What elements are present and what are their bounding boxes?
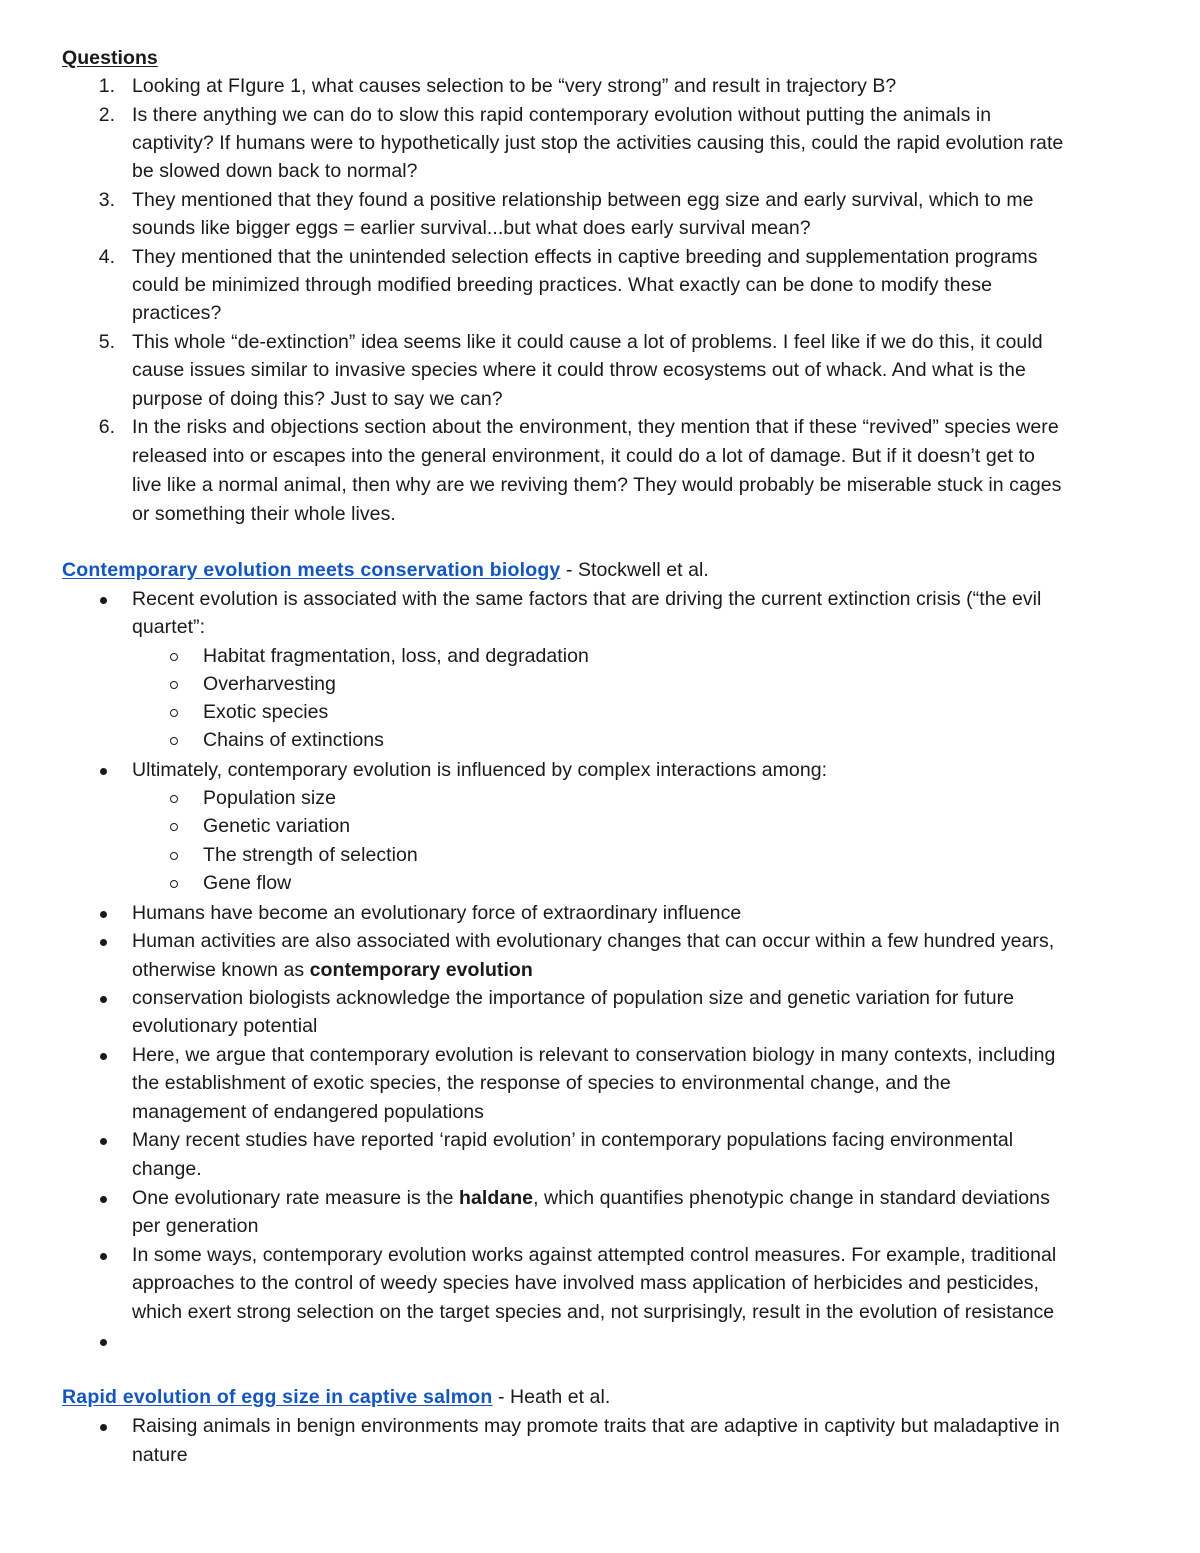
bullet-text: approaches to the control of weedy species have involved mass application of herbicides and pesticides, <box>132 1272 1040 1294</box>
article-authors: - Heath et al. <box>492 1386 611 1408</box>
circle-bullet-icon <box>170 681 178 689</box>
question-text: purpose of doing this? Just to say we can? <box>132 388 503 410</box>
article-authors: - Stockwell et al. <box>560 559 709 581</box>
question-number: 6. <box>98 416 115 438</box>
section-title <box>62 1383 610 1411</box>
bullet-icon <box>100 1339 107 1346</box>
bullet-icon <box>100 1253 107 1260</box>
bullet-text: Recent evolution is associated with the same factors that are driving the current extinction crisis (“the evil <box>132 588 1042 610</box>
question-number: 4. <box>98 246 115 268</box>
bullet-text-part: , which quantifies phenotypic change in standard deviations <box>533 1187 1050 1209</box>
bullet-text-part: One evolutionary rate measure is the <box>132 1187 460 1209</box>
question-text: could be minimized through modified breeding practices. What exactly can be done to modify these <box>132 274 993 296</box>
bullet-icon <box>100 1196 107 1203</box>
bullet-text: Here, we argue that contemporary evolution is relevant to conservation biology in many contexts, including <box>132 1044 1056 1066</box>
question-text: cause issues similar to invasive species where it could throw ecosystems out of whack. And what is the <box>132 359 1026 381</box>
circle-bullet-icon <box>170 709 178 717</box>
sub-bullet-text: Gene flow <box>203 872 292 894</box>
circle-bullet-icon <box>170 823 178 831</box>
circle-bullet-icon <box>170 795 178 803</box>
bullet-text: nature <box>132 1444 188 1466</box>
sub-bullet-text: Overharvesting <box>203 673 336 695</box>
bullet-text: management of endangered populations <box>132 1101 484 1123</box>
bullet-icon <box>100 597 107 604</box>
bullet-text: quartet”: <box>132 616 206 638</box>
article-link[interactable]: Rapid evolution of egg size in captive salmon <box>62 1386 493 1408</box>
circle-bullet-icon <box>170 880 178 888</box>
circle-bullet-icon <box>170 852 178 860</box>
question-number: 3. <box>98 189 115 211</box>
question-number: 1. <box>98 75 115 97</box>
question-text: They mentioned that they found a positive relationship between egg size and early survival, which to me <box>132 189 1034 211</box>
sub-bullet-text: Genetic variation <box>203 815 351 837</box>
bullet-text-part: otherwise known as <box>132 959 310 981</box>
question-text: or something their whole lives. <box>132 503 396 525</box>
bullet-text: In some ways, contemporary evolution works against attempted control measures. For example, traditional <box>132 1244 1057 1266</box>
bullet-icon <box>100 996 107 1003</box>
question-text: This whole “de-extinction” idea seems like it could cause a lot of problems. I feel like if we do this, it could <box>132 331 1043 353</box>
circle-bullet-icon <box>170 737 178 745</box>
question-text: captivity? If humans were to hypothetically just stop the activities causing this, could the rapid evolution rate <box>132 132 1064 154</box>
bullet-text <box>132 956 533 984</box>
question-text: live like a normal animal, then why are we reviving them? They would probably be miserable stuck in cages <box>132 474 1062 496</box>
sub-bullet-text: Chains of extinctions <box>203 729 384 751</box>
bullet-icon <box>100 911 107 918</box>
bullet-text: Many recent studies have reported ‘rapid evolution’ in contemporary populations facing environmental <box>132 1129 1014 1151</box>
question-text: Looking at FIgure 1, what causes selection to be “very strong” and result in trajectory B? <box>132 75 897 97</box>
bullet-icon <box>100 1138 107 1145</box>
bullet-text: the establishment of exotic species, the response of species to environmental change, and the <box>132 1072 951 1094</box>
question-text: Is there anything we can do to slow this rapid contemporary evolution without putting the animals in <box>132 104 992 126</box>
bullet-text <box>132 1184 1050 1212</box>
bullet-text: change. <box>132 1158 202 1180</box>
bold-term: haldane <box>459 1187 534 1209</box>
question-text: released into or escapes into the general environment, it could do a lot of damage. But if it doesn’t get to <box>132 445 1035 467</box>
sub-bullet-text: The strength of selection <box>203 844 418 866</box>
bullet-icon <box>100 1053 107 1060</box>
circle-bullet-icon <box>170 653 178 661</box>
bullet-text: Human activities are also associated with evolutionary changes that can occur within a few hundred years, <box>132 930 1055 952</box>
article-link[interactable]: Contemporary evolution meets conservation biology <box>62 559 561 581</box>
bullet-text: Ultimately, contemporary evolution is influenced by complex interactions among: <box>132 759 828 781</box>
sub-bullet-text: Exotic species <box>203 701 329 723</box>
bullet-text: Humans have become an evolutionary force of extraordinary influence <box>132 902 742 924</box>
bullet-icon <box>100 1424 107 1431</box>
question-number: 5. <box>98 331 115 353</box>
bullet-text: evolutionary potential <box>132 1015 318 1037</box>
question-text: be slowed down back to normal? <box>132 160 418 182</box>
question-text: practices? <box>132 302 222 324</box>
bullet-icon <box>100 768 107 775</box>
bullet-text: conservation biologists acknowledge the importance of population size and genetic variation for future <box>132 987 1015 1009</box>
question-text: In the risks and objections section about the environment, they mention that if these “revived” species were <box>132 416 1059 438</box>
bullet-icon <box>100 939 107 946</box>
bullet-text: which exert strong selection on the target species and, not surprisingly, result in the evolution of resistance <box>132 1301 1055 1323</box>
question-text: They mentioned that the unintended selection effects in captive breeding and supplementation programs <box>132 246 1038 268</box>
bold-term: contemporary evolution <box>309 959 533 981</box>
sub-bullet-text: Population size <box>203 787 337 809</box>
bullet-text: per generation <box>132 1215 259 1237</box>
section-title <box>62 556 709 584</box>
sub-bullet-text: Habitat fragmentation, loss, and degradation <box>203 645 589 667</box>
question-number: 2. <box>98 104 115 126</box>
bullet-text: Raising animals in benign environments may promote traits that are adaptive in captivity but maladaptive in <box>132 1415 1060 1437</box>
questions-heading: Questions <box>62 47 158 69</box>
question-text: sounds like bigger eggs = earlier survival...but what does early survival mean? <box>132 217 811 239</box>
